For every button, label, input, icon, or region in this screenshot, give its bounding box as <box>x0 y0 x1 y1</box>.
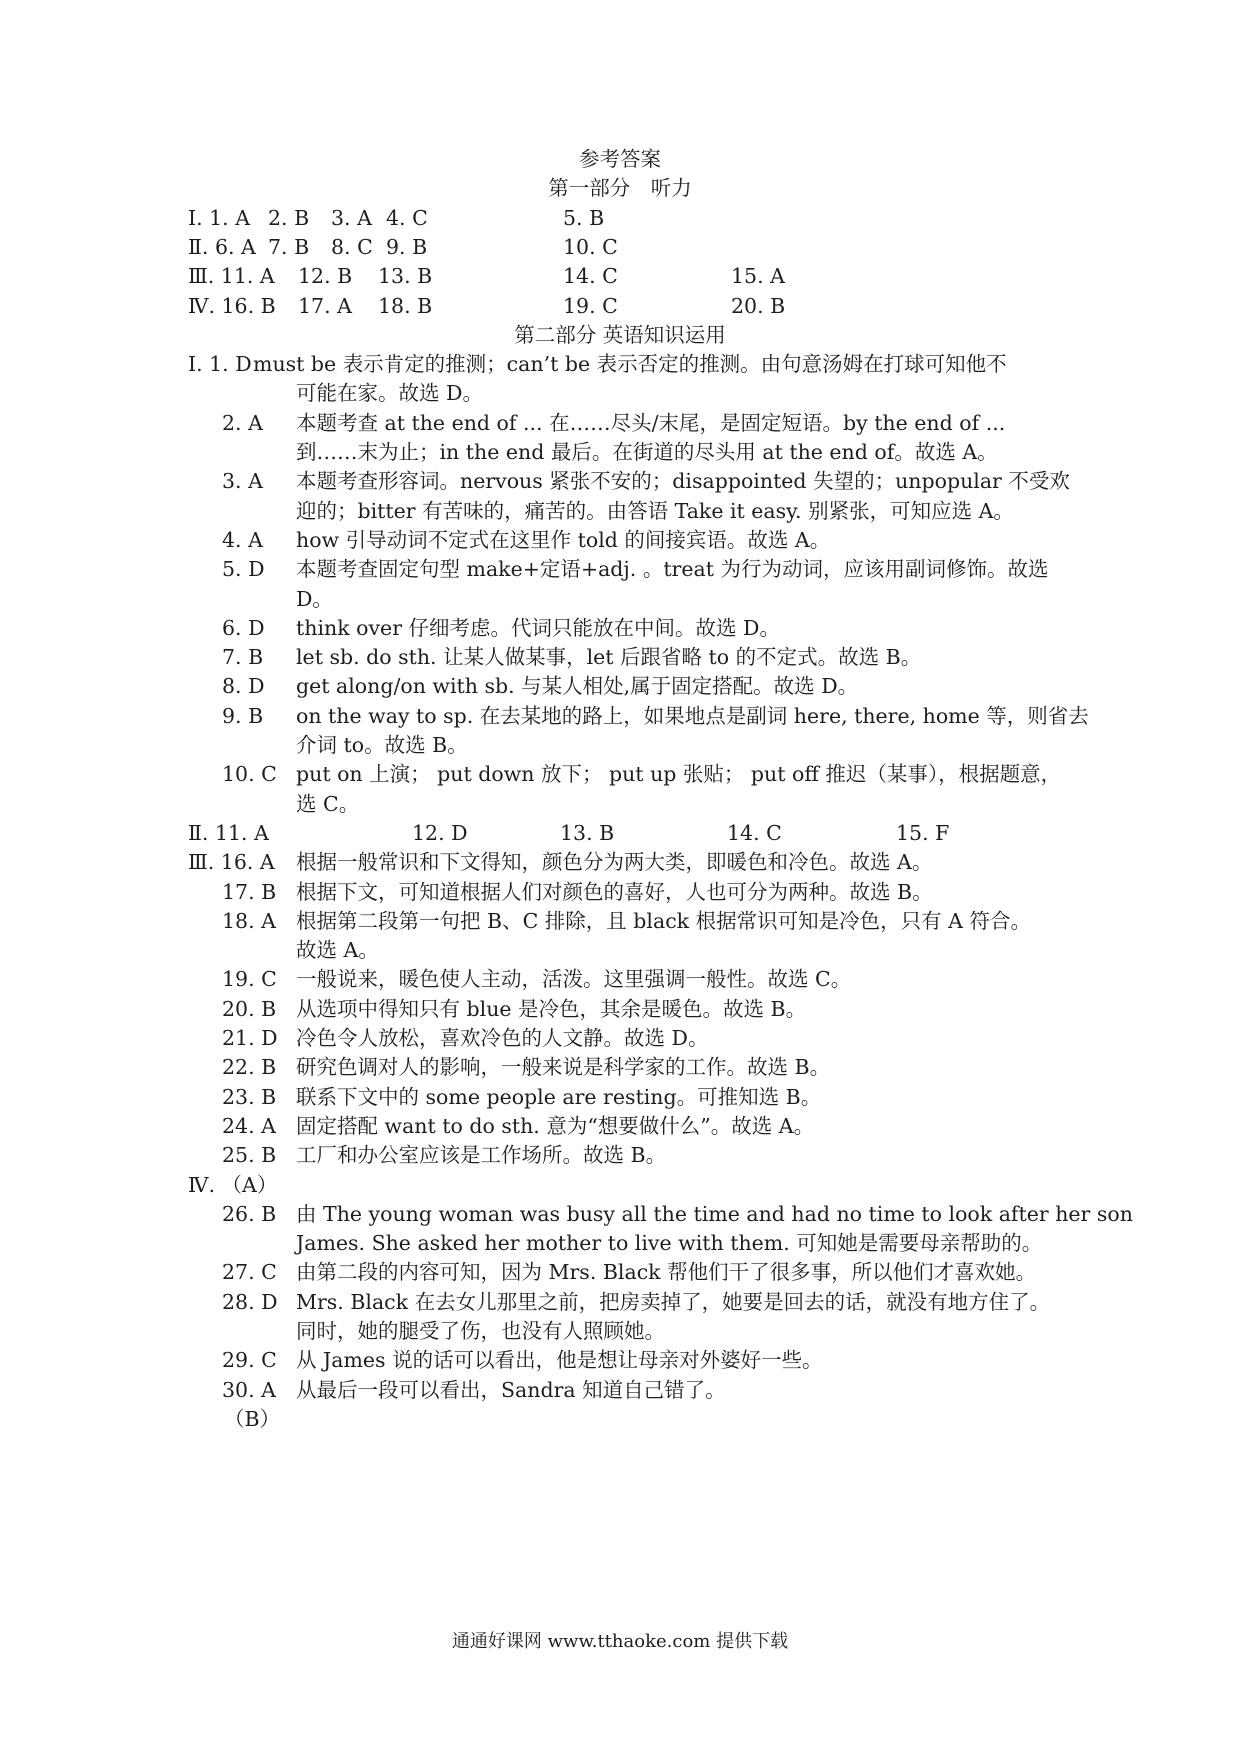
item-explanation: think over 仔细考虑。代词只能放在中间。故选 D。 <box>296 615 780 640</box>
item-explanation: 根据下文，可知道根据人们对颜色的喜好，人也可分为两种。故选 B。 <box>296 879 933 904</box>
section-two-answer: Ⅱ. 11. A <box>188 820 269 845</box>
item-number: 25. B <box>222 1143 277 1168</box>
item-explanation: 到……末为止；in the end 最后。在街道的尽头用 at the end of。故选 A。 <box>296 440 998 464</box>
listening-answer: 9. B <box>386 234 428 259</box>
item-number: Ⅲ. 16. A <box>188 850 275 875</box>
item-number: 21. D <box>222 1026 278 1050</box>
item-explanation: on the way to sp. 在去某地的路上，如果地点是副词 here, there, home 等，则省去 <box>296 703 1089 728</box>
item-number: 30. A <box>222 1377 276 1402</box>
section-two-answer: 14. C <box>727 820 782 845</box>
listening-answer: Ⅳ. 16. B <box>188 293 276 318</box>
item-explanation: 从选项中得知只有 blue 是冷色，其余是暖色。故选 B。 <box>296 996 807 1021</box>
listening-answer: 3. A <box>331 205 372 230</box>
item-explanation: 同时，她的腿受了伤，也没有人照顾她。 <box>296 1319 665 1343</box>
item-explanation: 由第二段的内容可知，因为 Mrs. Black 帮他们干了很多事，所以他们才喜欢她。 <box>296 1260 1037 1285</box>
item-explanation: must be 表示肯定的推测；can’t be 表示否定的推测。由句意汤姆在打球可知他不 <box>253 352 1007 377</box>
item-number: 8. D <box>222 674 265 699</box>
item-number: 28. D <box>222 1289 278 1314</box>
listening-answer: Ⅰ. 1. A <box>188 205 251 230</box>
part-one-title: 第一部分 听力 <box>548 176 692 201</box>
listening-answer: 2. B <box>268 205 310 230</box>
item-explanation: Mrs. Black 在去女儿那里之前，把房卖掉了，她要是回去的话，就没有地方住了。 <box>296 1289 1051 1314</box>
item-number: 26. B <box>222 1201 277 1226</box>
item-explanation: 根据一般常识和下文得知，颜色分为两大类，即暖色和冷色。故选 A。 <box>296 850 933 875</box>
section-two-answer: 15. F <box>896 820 950 845</box>
page-title: 参考答案 <box>579 147 661 171</box>
item-number: 6. D <box>222 615 265 640</box>
section-two-answer: 13. B <box>560 820 615 845</box>
listening-answer: 8. C <box>331 234 373 259</box>
listening-answer: 13. B <box>378 264 433 289</box>
item-explanation: 本题考查形容词。nervous 紧张不安的；disappointed 失望的；unpopular 不受欢 <box>296 469 1070 494</box>
item-explanation: 研究色调对人的影响，一般来说是科学家的工作。故选 B。 <box>296 1055 831 1080</box>
item-explanation: 冷色令人放松，喜欢冷色的人文静。故选 D。 <box>296 1026 709 1050</box>
item-explanation: 从最后一段可以看出，Sandra 知道自己错了。 <box>296 1377 726 1402</box>
item-explanation: 本题考查 at the end of ... 在……尽头/末尾，是固定短语。by the end of ... <box>296 410 1006 435</box>
item-explanation: 本题考查固定句型 make+定语+adj. 。treat 为行为动词，应该用副词修饰。故选 <box>296 557 1049 582</box>
item-number: 5. D <box>222 557 265 582</box>
item-explanation: 可能在家。故选 D。 <box>296 381 483 406</box>
item-explanation: 根据第二段第一句把 B、C 排除，且 black 根据常识可知是冷色，只有 A 符合。 <box>296 908 1031 933</box>
item-explanation: 故选 A。 <box>296 938 379 963</box>
item-number: 10. C <box>222 762 277 787</box>
listening-answer: 19. C <box>563 293 618 318</box>
item-explanation: put on 上演； put down 放下； put up 张贴； put off 推迟（某事），根据题意， <box>296 762 1062 787</box>
item-number: 3. A <box>222 469 263 494</box>
listening-answer: 12. B <box>298 264 353 289</box>
item-number: 19. C <box>222 967 277 992</box>
item-number: 29. C <box>222 1348 277 1373</box>
item-explanation: James. She asked her mother to live with them. 可知她是需要母亲帮助的。 <box>296 1231 1043 1256</box>
item-explanation: 一般说来，暖色使人主动，活泼。这里强调一般性。故选 C。 <box>296 967 852 992</box>
item-number: 7. B <box>222 645 264 670</box>
item-explanation: 工厂和办公室应该是工作场所。故选 B。 <box>296 1143 667 1168</box>
item-explanation: 从 James 说的话可以看出，他是想让母亲对外婆好一些。 <box>296 1348 823 1373</box>
item-number: 18. A <box>222 908 276 933</box>
item-number: 23. B <box>222 1084 277 1109</box>
section-two-answer: 12. D <box>412 820 468 845</box>
item-explanation: 介词 to。故选 B。 <box>296 733 468 757</box>
item-number: 22. B <box>222 1055 277 1080</box>
section-four-label: Ⅳ. （A） <box>188 1172 278 1197</box>
item-explanation: D。 <box>296 586 333 611</box>
item-number: 9. B <box>222 703 264 728</box>
item-explanation: 联系下文中的 some people are resting。可推知选 B。 <box>296 1084 822 1109</box>
item-number: 2. A <box>222 410 263 435</box>
footer-download-note: 通通好课网 www.tthaoke.com 提供下载 <box>451 1631 789 1652</box>
item-explanation: get along/on with sb. 与某人相处,属于固定搭配。故选 D。 <box>296 674 859 699</box>
item-explanation: let sb. do sth. 让某人做某事，let 后跟省略 to 的不定式。故选 B。 <box>296 645 922 670</box>
item-number: Ⅰ. 1. D <box>188 352 252 377</box>
item-explanation: 由 The young woman was busy all the time and had no time to look after her son <box>296 1201 1133 1226</box>
listening-answer: 17. A <box>298 293 352 318</box>
listening-answer: 18. B <box>378 293 433 318</box>
listening-answer: 20. B <box>731 293 786 318</box>
item-number: 4. A <box>222 527 263 552</box>
item-explanation: 迎的；bitter 有苦味的，痛苦的。由答语 Take it easy. 别紧张，可知应选 A。 <box>296 498 1014 523</box>
item-number: 17. B <box>222 879 277 904</box>
listening-answer: Ⅱ. 6. A <box>188 234 256 259</box>
item-explanation: 选 C。 <box>296 791 360 816</box>
item-number: 20. B <box>222 996 277 1021</box>
item-explanation: how 引导动词不定式在这里作 told 的间接宾语。故选 A。 <box>296 527 831 552</box>
listening-answer: Ⅲ. 11. A <box>188 264 275 289</box>
item-explanation: 固定搭配 want to do sth. 意为“想要做什么”。故选 A。 <box>296 1113 815 1138</box>
part-two-title: 第二部分 英语知识运用 <box>514 322 726 347</box>
listening-answer: 4. C <box>386 205 428 230</box>
listening-answer: 14. C <box>563 264 618 289</box>
item-number: 24. A <box>222 1113 276 1138</box>
listening-answer: 5. B <box>563 205 605 230</box>
item-number: 27. C <box>222 1260 277 1285</box>
section-four-b-label: （B） <box>224 1406 281 1431</box>
listening-answer: 15. A <box>731 264 785 289</box>
listening-answer: 7. B <box>268 234 310 259</box>
listening-answer: 10. C <box>563 234 618 259</box>
